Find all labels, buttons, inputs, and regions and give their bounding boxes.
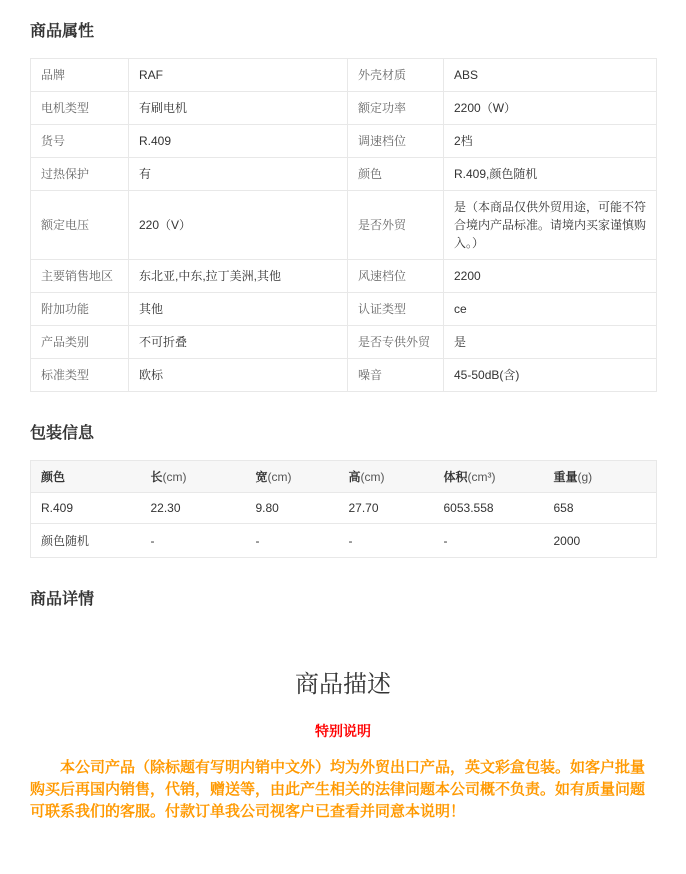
table-cell: - (339, 524, 434, 558)
attr-label: 额定电压 (31, 191, 129, 260)
attr-value: 45-50dB(含) (444, 359, 657, 392)
header-length: 长(cm) (141, 461, 246, 493)
attr-value: 欧标 (129, 359, 348, 392)
attr-value: R.409,颜色随机 (444, 158, 657, 191)
attr-label: 电机类型 (31, 92, 129, 125)
table-cell: 22.30 (141, 493, 246, 524)
attr-label: 附加功能 (31, 293, 129, 326)
section-product-details (30, 586, 656, 822)
table-row (31, 158, 657, 191)
attr-value: 不可折叠 (129, 326, 348, 359)
attr-label: 品牌 (31, 59, 129, 92)
attr-label: 是否外贸 (348, 191, 444, 260)
section-product-attributes (30, 18, 656, 392)
header-color: 颜色 (31, 461, 141, 493)
table-row (31, 524, 657, 558)
table-row (31, 59, 657, 92)
product-description-heading: 商品描述 (295, 671, 391, 698)
packaging-section-title: 包装信息 (30, 425, 95, 442)
attr-label: 主要销售地区 (31, 260, 129, 293)
attr-label: 风速档位 (348, 260, 444, 293)
attr-label: 颜色 (348, 158, 444, 191)
table-row (31, 191, 657, 260)
attr-label: 外壳材质 (348, 59, 444, 92)
table-header-row (31, 461, 657, 493)
table-row (31, 125, 657, 158)
table-row (31, 326, 657, 359)
header-width: 宽(cm) (246, 461, 339, 493)
table-cell: - (246, 524, 339, 558)
attr-label: 产品类别 (31, 326, 129, 359)
attr-label: 噪音 (348, 359, 444, 392)
attr-value: 2200 (444, 260, 657, 293)
details-body (30, 626, 656, 822)
attr-value: 有刷电机 (129, 92, 348, 125)
attr-value: 2档 (444, 125, 657, 158)
attr-label: 过热保护 (31, 158, 129, 191)
attr-value: RAF (129, 59, 348, 92)
header-weight: 重量(g) (544, 461, 657, 493)
attr-label: 标准类型 (31, 359, 129, 392)
details-section-title: 商品详情 (30, 591, 95, 608)
table-row (31, 260, 657, 293)
attr-value: ce (444, 293, 657, 326)
attr-value: 是 (444, 326, 657, 359)
table-cell: 27.70 (339, 493, 434, 524)
table-cell: 颜色随机 (31, 524, 141, 558)
attr-label: 额定功率 (348, 92, 444, 125)
attributes-table (30, 58, 657, 392)
attr-label: 调速档位 (348, 125, 444, 158)
table-cell: R.409 (31, 493, 141, 524)
attr-label: 货号 (31, 125, 129, 158)
attr-value: 东北亚,中东,拉丁美洲,其他 (129, 260, 348, 293)
attr-value: 2200（W） (444, 92, 657, 125)
notice-paragraph: 本公司产品（除标题有写明内销中文外）均为外贸出口产品，英文彩盒包装。如客户批量购买后再国内销售，代销，赠送等，由此产生相关的法律问题本公司概不负责。如有质量问题可联系我们的客服。付款订单我公司视客户已查看并同意本说明！ (30, 759, 646, 820)
table-cell: 6053.558 (434, 493, 544, 524)
table-row (31, 359, 657, 392)
attr-value: 有 (129, 158, 348, 191)
table-cell: 658 (544, 493, 657, 524)
attr-value: 其他 (129, 293, 348, 326)
table-cell: 2000 (544, 524, 657, 558)
table-row (31, 92, 657, 125)
attr-label: 是否专供外贸 (348, 326, 444, 359)
table-cell: - (141, 524, 246, 558)
attr-label: 认证类型 (348, 293, 444, 326)
attr-value: ABS (444, 59, 657, 92)
table-cell: 9.80 (246, 493, 339, 524)
header-height: 高(cm) (339, 461, 434, 493)
table-row (31, 493, 657, 524)
table-row (31, 293, 657, 326)
packaging-table (30, 460, 657, 558)
attr-value: 220（V） (129, 191, 348, 260)
special-notice-heading: 特别说明 (315, 723, 371, 739)
attr-value: R.409 (129, 125, 348, 158)
attr-value: 是（本商品仅供外贸用途，可能不符合境内产品标准。请境内买家谨慎购入。） (444, 191, 657, 260)
header-volume: 体积(cm³) (434, 461, 544, 493)
table-cell: - (434, 524, 544, 558)
attributes-section-title: 商品属性 (30, 23, 95, 40)
section-packaging-info (30, 420, 656, 558)
